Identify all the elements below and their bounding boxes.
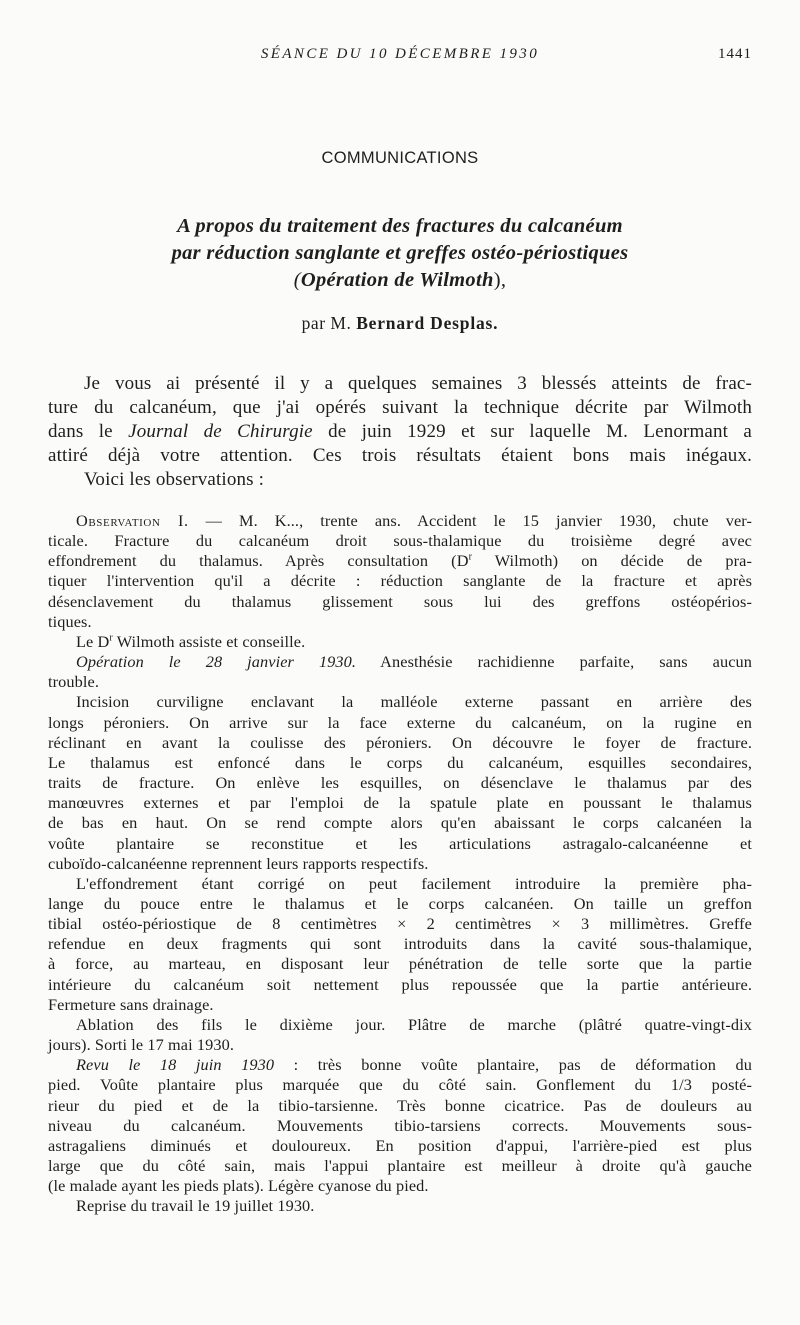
superscript: r — [468, 551, 472, 563]
superscript: r — [109, 632, 113, 644]
observation-text: Anesthésie rachidienne parfaite, sans aucun — [356, 652, 752, 672]
observation-line: trouble. — [48, 672, 99, 692]
running-title: SÉANCE DU 10 DÉCEMBRE 1930 — [260, 46, 540, 62]
observation-line: traits de fracture. On enlève les esquilles, on désenclave le thalamus par des — [48, 773, 752, 793]
observation-text: effondrement du thalamus. Après consultation (D — [48, 551, 469, 571]
intro-line: ture du calcanéum, que j'ai opérés suivant la technique décrite par Wilmoth — [48, 397, 752, 418]
title-line-3 — [0, 267, 800, 294]
observation-line: intérieure du calcanéum soit nettement plus repoussée que la partie antérieure. — [48, 974, 752, 994]
observation-line: astragaliens diminués et douloureux. En position d'appui, l'arrière-pied est plus — [48, 1135, 752, 1155]
observation-line — [48, 652, 752, 672]
observation-line: cuboïdo-calcanéenne reprennent leurs rapports respectifs. — [48, 853, 429, 873]
observation-line: manœuvres externes et par l'emploi de la spatule plate en poussant le thalamus — [48, 793, 752, 813]
observation-line: jours). Sorti le 17 mai 1930. — [48, 1035, 235, 1055]
observation-text: — M. K..., trente ans. Accident le 15 janvier 1930, chute ver- — [188, 511, 752, 530]
author-prefix: par M. — [301, 313, 352, 333]
author-line — [0, 313, 800, 334]
observation-line — [48, 511, 752, 531]
observation-line: tibial ostéo-périostique de 8 centimètres × 2 centimètres × 3 millimètres. Greffe — [48, 914, 752, 934]
observation-line: tiques. — [48, 611, 92, 631]
author-name: Bernard Desplas. — [356, 313, 499, 333]
journal-title: Journal de Chirurgie — [128, 421, 313, 442]
observation-line: Ablation des fils le dixième jour. Plâtre de marche (plâtré quatre-vingt-dix — [76, 1014, 752, 1034]
running-header — [0, 46, 800, 68]
observation-line: Le thalamus est enfoncé dans le corps du calcanéum, esquilles secondaires, — [48, 752, 752, 772]
intro-text: de juin 1929 et sur laquelle M. Lenormant a — [312, 421, 752, 442]
observation-text: Le D — [76, 631, 110, 651]
observation-line: (le malade ayant les pieds plats). Légère cyanose du pied. — [48, 1176, 429, 1196]
observation-line: lange du pouce entre le thalamus et le corps calcanéen. On taille un greffon — [48, 893, 752, 913]
observation-label: Observation I. — [76, 511, 189, 530]
observation-line: pied. Voûte plantaire plus marquée que du côté sain. Gonflement du 1/3 posté- — [48, 1075, 752, 1095]
observation-line — [48, 1055, 752, 1075]
intro-paragraph — [48, 372, 752, 492]
observation-line: ticale. Fracture du calcanéum droit sous-thalamique du troisième degré avec — [48, 531, 752, 551]
observation-line: L'effondrement étant corrigé on peut facilement introduire la première pha- — [76, 873, 752, 893]
observation-line: refendue en deux fragments qui sont introduits dans la cavité sous-thalamique, — [48, 934, 752, 954]
observation-block — [48, 511, 752, 1216]
observation-line: Reprise du travail le 19 juillet 1930. — [76, 1196, 315, 1216]
intro-line: attiré déjà votre attention. Ces trois résultats étaient bons mais inégaux. — [48, 445, 752, 466]
title-line-1: A propos du traitement des fractures du calcanéum — [177, 215, 623, 237]
observation-text: Wilmoth assiste et conseille. — [112, 631, 306, 651]
intro-line: Je vous ai présenté il y a quelques semaines 3 blessés atteints de frac- — [84, 373, 752, 394]
observation-line: longs péroniers. On arrive sur la face externe du calcanéum, on la rugine en — [48, 712, 752, 732]
title-paren-open: ( — [293, 269, 301, 291]
section-heading: COMMUNICATIONS — [321, 149, 479, 167]
intro-text: dans le — [48, 421, 129, 442]
observation-line: tiquer l'intervention qu'il a décrite : réduction sanglante de la fracture et après — [48, 571, 752, 591]
observation-line: désenclavement du thalamus glissement sous lui des greffons ostéopérios- — [48, 591, 752, 611]
observation-text: : très bonne voûte plantaire, pas de déformation du — [274, 1055, 752, 1075]
observation-line: Incision curviligne enclavant la malléole externe passant en arrière des — [76, 692, 752, 712]
intro-line — [48, 420, 752, 444]
observation-line: Fermeture sans drainage. — [48, 994, 214, 1014]
page-number: 1441 — [718, 46, 752, 62]
intro-line: Voici les observations : — [84, 469, 265, 490]
article-title — [0, 213, 800, 294]
observation-line: large que du côté sain, mais l'appui plantaire est meilleur à droite qu'à gauche — [48, 1156, 752, 1175]
observation-line: de bas en haut. On se rend compte alors qu'en abaissant le corps calcanéen la — [48, 813, 752, 833]
observation-line: voûte plantaire se reconstitue et les articulations astragalo-calcanéenne et — [48, 833, 752, 853]
observation-line: rieur du pied et de la tibio-tarsienne. Très bonne cicatrice. Pas de douleurs au — [48, 1095, 752, 1115]
title-paren-close: ), — [493, 269, 507, 291]
observation-line: à force, au marteau, en disposant leur pénétration de telle sorte que la partie — [48, 954, 752, 974]
observation-line — [48, 551, 752, 571]
review-date: Revu le 18 juin 1930 — [76, 1055, 275, 1075]
observation-text: Wilmoth) on décide de pra- — [472, 551, 752, 571]
operation-date: Opération le 28 janvier 1930. — [76, 652, 357, 672]
observation-line: niveau du calcanéum. Mouvements tibio-tarsiens corrects. Mouvements sous- — [48, 1115, 752, 1135]
title-operation-name: Opération de Wilmoth — [300, 269, 494, 291]
title-line-2: par réduction sanglante et greffes ostéo-périostiques — [171, 242, 629, 264]
observation-line: réclinant en avant la coulisse des péroniers. On découvre le foyer de fracture. — [48, 732, 752, 752]
observation-line — [48, 632, 752, 652]
